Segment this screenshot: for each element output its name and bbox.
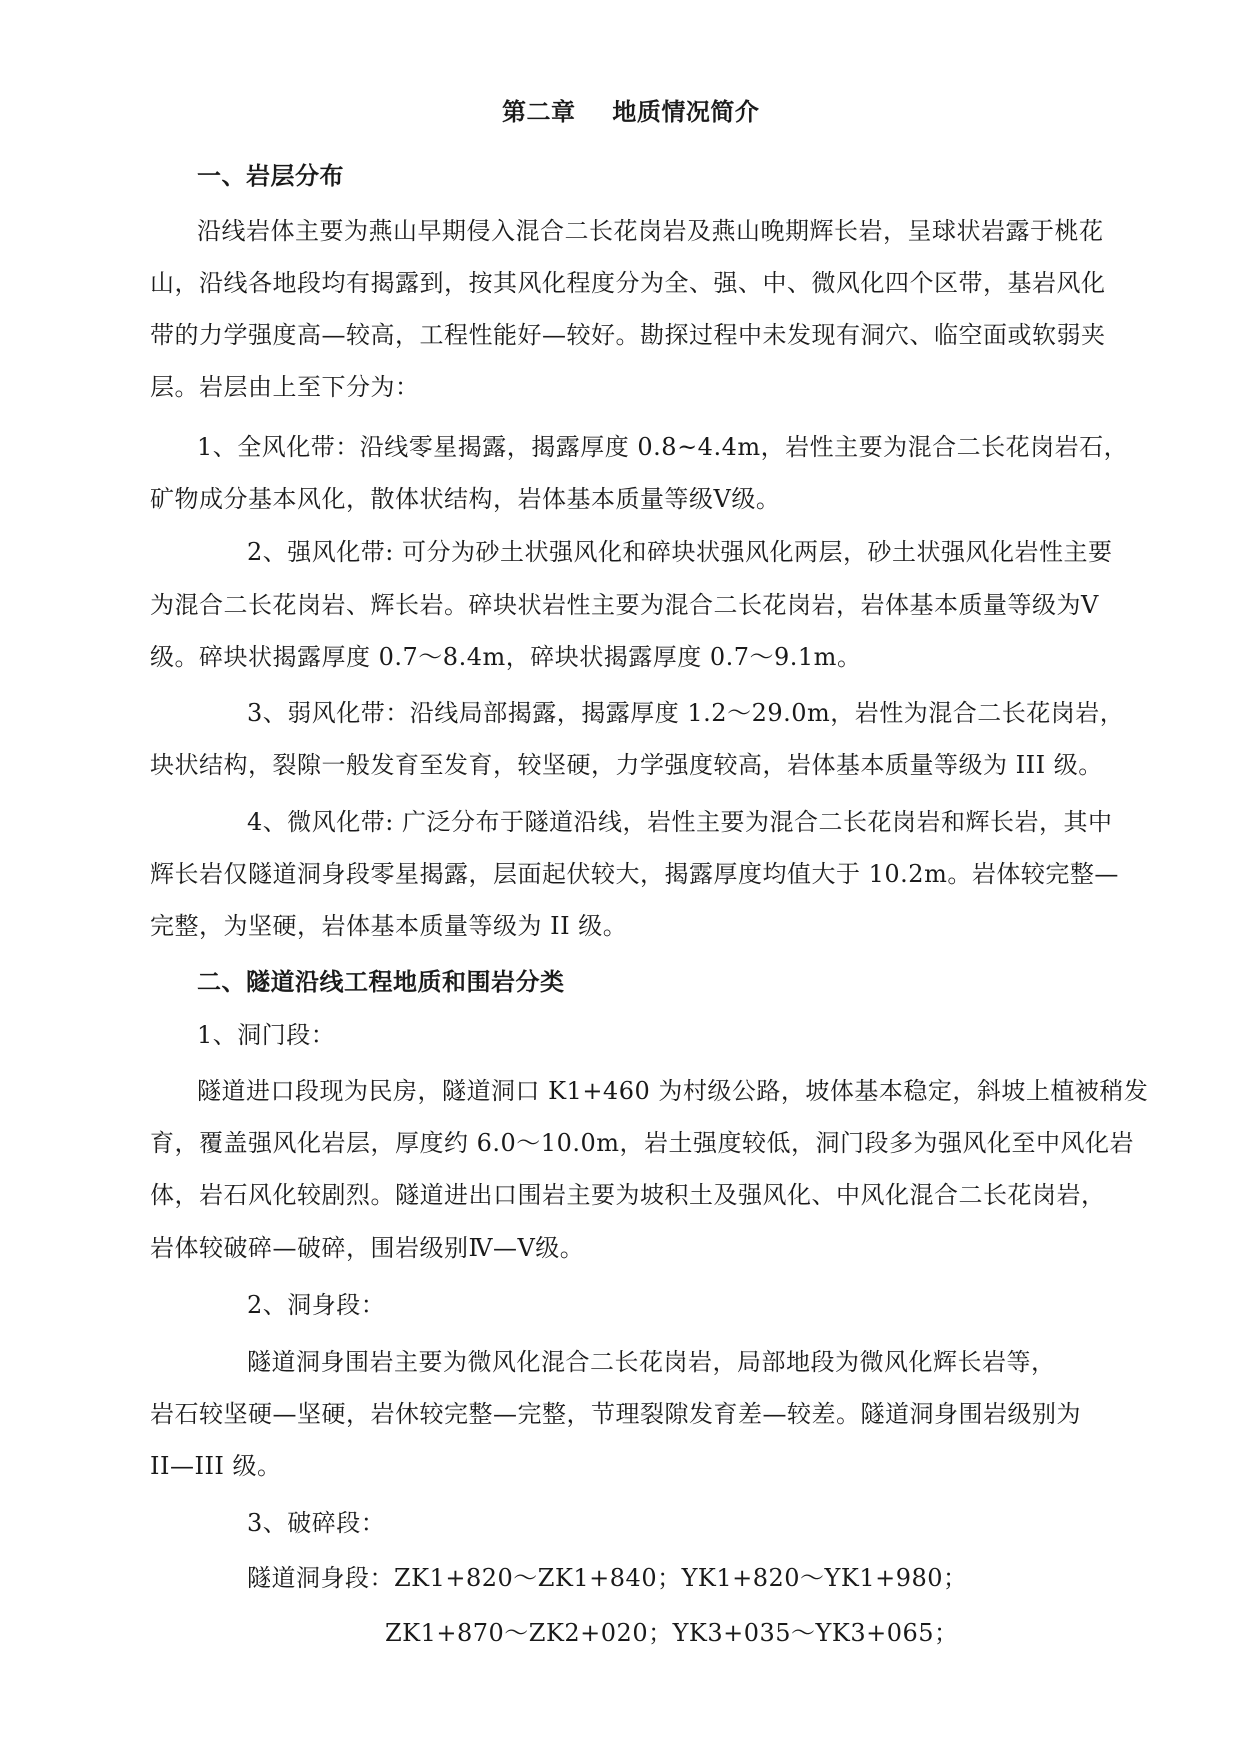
paragraph-line: 辉长岩仅隧道洞身段零星揭露，层面起伏较大，揭露厚度均值大于 10.2m。岩体较完整—	[150, 860, 1119, 888]
section-heading-rock-distribution: 一、岩层分布	[197, 162, 344, 190]
paragraph-line: 岩石较坚硬—坚硬，岩休较完整—完整，节理裂隙发育差—较差。隧道洞身围岩级别为	[150, 1400, 1081, 1428]
paragraph-line: 沿线岩体主要为燕山早期侵入混合二长花岗岩及燕山晚期辉长岩，呈球状岩露于桃花	[197, 217, 1104, 245]
paragraph-line: 带的力学强度高—较高，工程性能好—较好。勘探过程中未发现有洞穴、临空面或软弱夹	[150, 321, 1106, 349]
paragraph-line: 隧道洞身段：ZK1+820～ZK1+840；YK1+820～YK1+980；	[247, 1564, 968, 1592]
paragraph-line: 4、微风化带: 广泛分布于隧道沿线，岩性主要为混合二长花岗岩和辉长岩，其中	[247, 808, 1113, 836]
chapter-title: 第二章 地质情况简介	[502, 98, 760, 126]
paragraph-line: II—III 级。	[150, 1452, 282, 1480]
paragraph-line: 育，覆盖强风化岩层，厚度约 6.0～10.0m，岩土强度较低，洞门段多为强风化至中风化岩	[150, 1129, 1134, 1157]
paragraph-line: ZK1+870～ZK2+020；YK3+035～YK3+065；	[385, 1619, 959, 1647]
paragraph-line: 2、强风化带: 可分为砂土状强风化和碎块状强风化两层，砂土状强风化岩性主要	[247, 538, 1113, 566]
paragraph-line: 为混合二长花岗岩、辉长岩。碎块状岩性主要为混合二长花岗岩，岩体基本质量等级为V	[150, 591, 1099, 619]
section-heading-tunnel-geology: 二、隧道沿线工程地质和围岩分类	[197, 968, 565, 996]
paragraph-line: 级。碎块状揭露厚度 0.7～8.4m，碎块状揭露厚度 0.7～9.1m。	[150, 643, 862, 671]
paragraph-line: 1、洞门段：	[197, 1021, 336, 1049]
paragraph-line: 1、全风化带：沿线零星揭露，揭露厚度 0.8~4.4m，岩性主要为混合二长花岗岩石，	[197, 433, 1129, 461]
paragraph-line: 隧道洞身围岩主要为微风化混合二长花岗岩，局部地段为微风化辉长岩等，	[247, 1348, 1056, 1376]
paragraph-line: 完整，为坚硬，岩体基本质量等级为 II 级。	[150, 912, 628, 940]
paragraph-line: 体，岩石风化较剧烈。隧道进出口围岩主要为坡积土及强风化、中风化混合二长花岗岩，	[150, 1181, 1106, 1209]
paragraph-line: 3、弱风化带：沿线局部揭露，揭露厚度 1.2～29.0m，岩性为混合二长花岗岩，	[247, 699, 1125, 727]
paragraph-line: 3、破碎段：	[247, 1509, 386, 1537]
paragraph-line: 矿物成分基本风化，散体状结构，岩体基本质量等级Ⅴ级。	[150, 485, 781, 513]
paragraph-line: 2、洞身段：	[247, 1291, 386, 1319]
paragraph-line: 层。岩层由上至下分为：	[150, 373, 420, 401]
paragraph-line: 山，沿线各地段均有揭露到，按其风化程度分为全、强、中、微风化四个区带，基岩风化	[150, 269, 1106, 297]
paragraph-line: 岩体较破碎—破碎，围岩级别Ⅳ—Ⅴ级。	[150, 1234, 585, 1262]
paragraph-line: 块状结构，裂隙一般发育至发育，较坚硬，力学强度较高，岩体基本质量等级为 III 级。	[150, 751, 1103, 779]
paragraph-line: 隧道进口段现为民房，隧道洞口 K1+460 为村级公路，坡体基本稳定，斜坡上植被稍发	[197, 1077, 1149, 1105]
